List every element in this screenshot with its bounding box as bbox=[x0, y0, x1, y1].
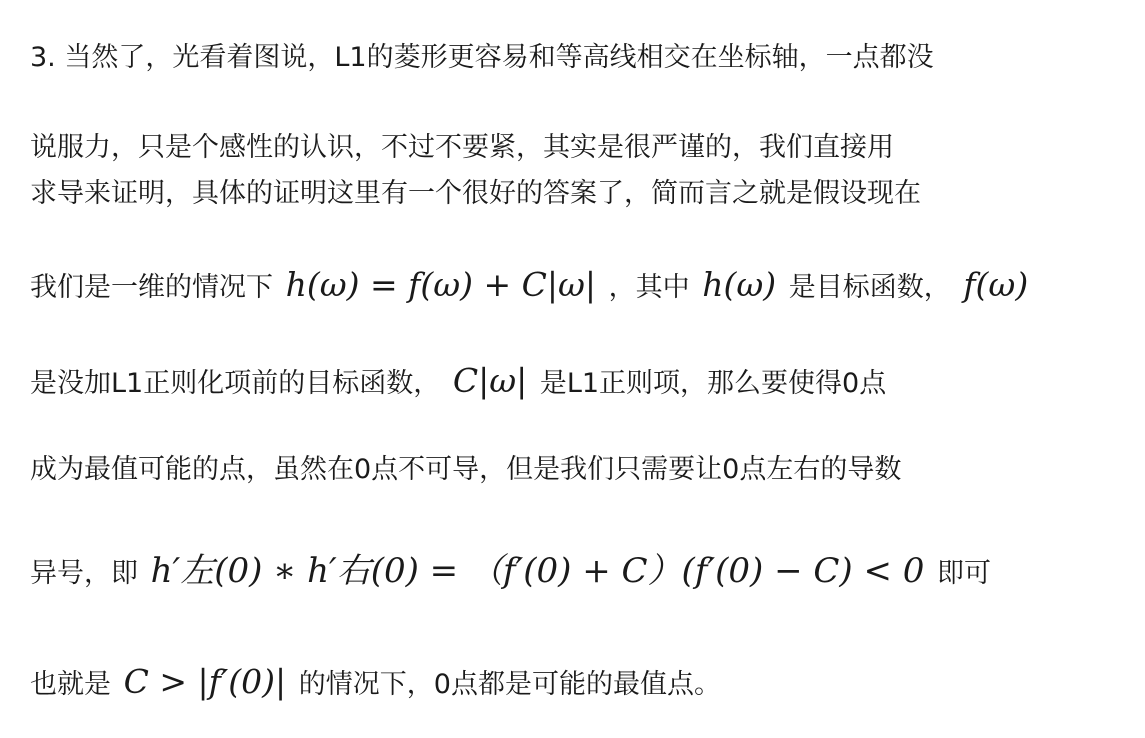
line-4-text-a: 我们是一维的情况下 bbox=[30, 272, 273, 303]
text-line-2 bbox=[30, 134, 894, 161]
text-line-5 bbox=[30, 361, 887, 400]
line-1-text: 3. 当然了，光看着图说，L1的菱形更容易和等高线相交在坐标轴，一点都没 bbox=[30, 42, 934, 73]
line-2-text: 说服力，只是个感性的认识，不过不要紧，其实是很严谨的，我们直接用 bbox=[30, 132, 894, 163]
line-5-text-a: 是没加L1正则化项前的目标函数， bbox=[30, 368, 441, 399]
text-line-8 bbox=[30, 662, 721, 701]
line-3-text: 求导来证明，具体的证明这里有一个很好的答案了，简而言之就是假设现在 bbox=[30, 178, 921, 209]
text-line-4 bbox=[30, 265, 1032, 304]
formula-c-greater-abs-fprime: C > |f′(0)| bbox=[123, 662, 287, 701]
formula-f-omega: f(ω) bbox=[963, 265, 1029, 304]
line-8-text-a: 也就是 bbox=[30, 669, 111, 700]
formula-h-omega: h(ω) bbox=[702, 265, 777, 304]
line-5-text-b: 是L1正则项，那么要使得0点 bbox=[539, 368, 887, 399]
line-8-text-b: 的情况下，0点都是可能的最值点。 bbox=[298, 669, 721, 700]
line-7-text-b: 即可 bbox=[937, 558, 992, 589]
formula-h-equals-f-plus-c: h(ω) = f(ω) + C|ω| bbox=[285, 265, 597, 304]
text-line-6 bbox=[30, 456, 901, 483]
formula-derivative-product: h′左(0) ∗ h′右(0) = （f′(0) + C）(f′(0) − C) < 0 bbox=[150, 551, 925, 591]
line-6-text: 成为最值可能的点，虽然在0点不可导，但是我们只需要让0点左右的导数 bbox=[30, 454, 902, 485]
formula-c-abs-omega: C|ω| bbox=[452, 361, 528, 400]
text-line-1 bbox=[30, 44, 934, 71]
text-line-3 bbox=[30, 180, 921, 207]
line-4-text-b: ，其中 bbox=[608, 272, 690, 303]
text-line-7 bbox=[30, 551, 992, 591]
line-4-text-c: 是目标函数， bbox=[788, 272, 951, 303]
line-7-text-a: 异号，即 bbox=[30, 558, 138, 589]
